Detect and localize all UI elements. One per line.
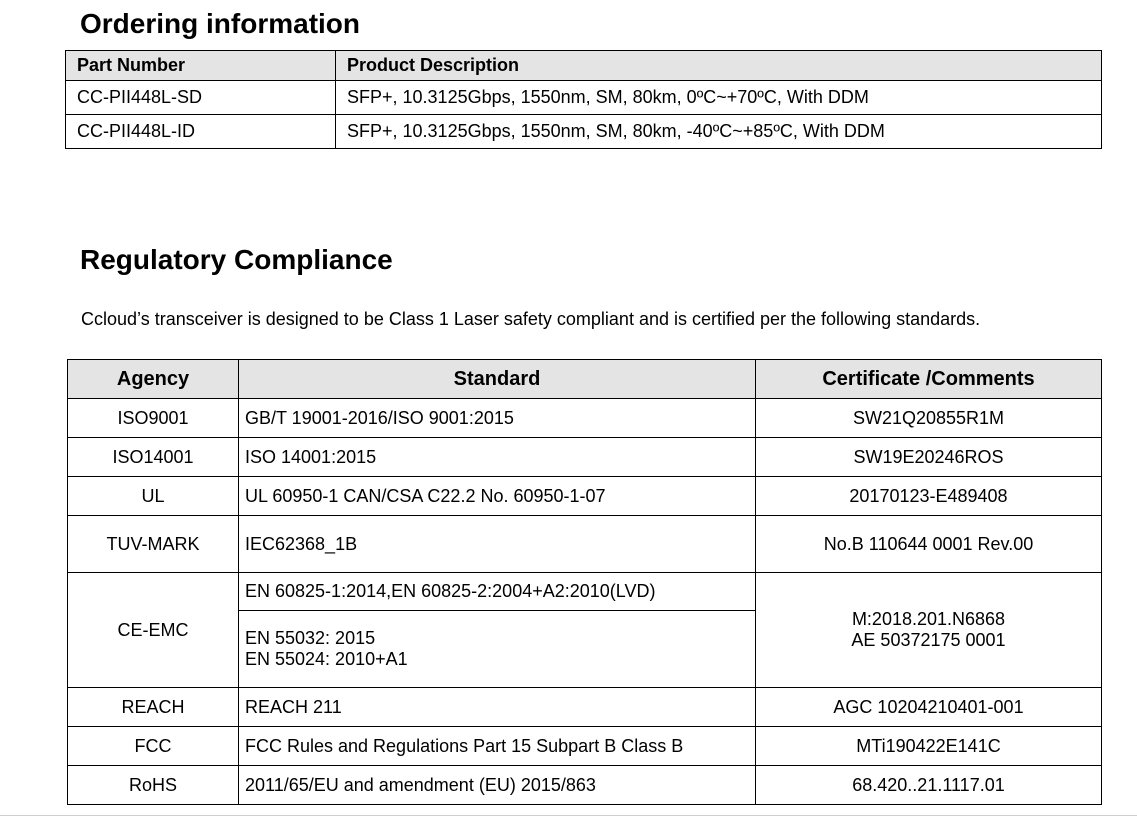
agency-cell: ISO14001 [68,438,239,477]
agency-cell: RoHS [68,766,239,805]
header-part-number: Part Number [66,51,336,81]
certificate-cell: SW21Q20855R1M [756,399,1102,438]
table-row [68,438,1102,477]
product-description-cell: SFP+, 10.3125Gbps, 1550nm, SM, 80km, 0ºC~+70ºC, With DDM [336,81,1102,115]
certificate-line: AE 50372175 0001 [851,630,1006,650]
certificate-cell: No.B 110644 0001 Rev.00 [756,516,1102,573]
table-row [68,477,1102,516]
standard-cell: UL 60950-1 CAN/CSA C22.2 No. 60950-1-07 [239,477,756,516]
header-certificate: Certificate /Comments [756,360,1102,399]
agency-cell: TUV-MARK [68,516,239,573]
agency-cell: CE-EMC [68,573,239,688]
table-row [68,727,1102,766]
header-agency: Agency [68,360,239,399]
product-description-cell: SFP+, 10.3125Gbps, 1550nm, SM, 80km, -40ºC~+85ºC, With DDM [336,115,1102,149]
certificate-cell [756,573,1102,688]
table-row [68,573,1102,611]
standard-line: EN 55024: 2010+A1 [245,649,408,669]
regulatory-intro: Ccloud’s transceiver is designed to be Class 1 Laser safety compliant and is certified per the following standards. [81,309,981,329]
regulatory-title: Regulatory Compliance [80,244,393,275]
ordering-table [65,50,1102,149]
standard-cell-emc [239,611,756,688]
certificate-line: M:2018.201.N6868 [851,609,1006,629]
agency-cell: ISO9001 [68,399,239,438]
agency-cell: REACH [68,688,239,727]
table-row [68,688,1102,727]
ordering-title: Ordering information [80,8,360,39]
agency-cell: UL [68,477,239,516]
standard-cell: ISO 14001:2015 [239,438,756,477]
table-row [66,81,1102,115]
header-product-description: Product Description [336,51,1102,81]
certificate-cell: SW19E20246ROS [756,438,1102,477]
standard-cell: 2011/65/EU and amendment (EU) 2015/863 [239,766,756,805]
compliance-table [67,359,1102,805]
standard-cell: FCC Rules and Regulations Part 15 Subpart B Class B [239,727,756,766]
table-row [68,766,1102,805]
standard-line: EN 55032: 2015 [245,628,376,648]
certificate-cell: 68.420..21.1117.01 [756,766,1102,805]
certificate-cell: AGC 10204210401-001 [756,688,1102,727]
part-number-cell: CC-PII448L-ID [66,115,336,149]
standard-cell: GB/T 19001-2016/ISO 9001:2015 [239,399,756,438]
table-row [66,115,1102,149]
standard-cell: IEC62368_1B [239,516,756,573]
certificate-cell: MTi190422E141C [756,727,1102,766]
agency-cell: FCC [68,727,239,766]
certificate-cell: 20170123-E489408 [756,477,1102,516]
page-bottom-divider [0,815,1137,816]
standard-cell: REACH 211 [239,688,756,727]
standard-cell-lvd: EN 60825-1:2014,EN 60825-2:2004+A2:2010(LVD) [239,573,756,611]
table-row [68,516,1102,573]
table-row [68,399,1102,438]
table-header-row [66,51,1102,81]
table-header-row [68,360,1102,399]
part-number-cell: CC-PII448L-SD [66,81,336,115]
header-standard: Standard [239,360,756,399]
